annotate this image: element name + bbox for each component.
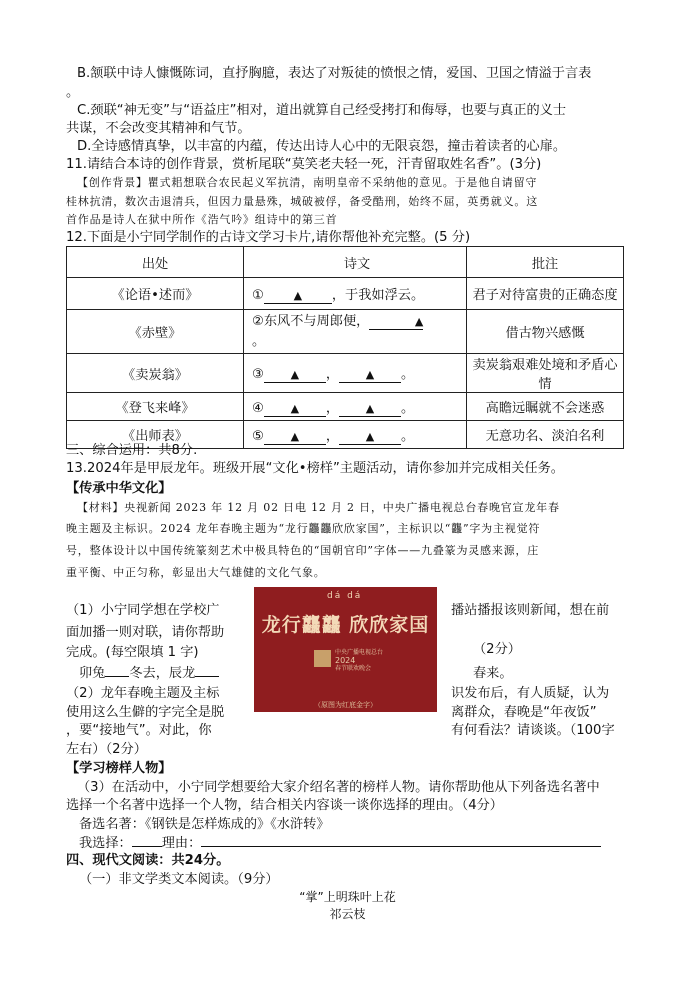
- row1-blank[interactable]: ▲: [264, 289, 332, 304]
- poster-logo-text: [335, 649, 395, 673]
- row5-sep: ，: [325, 428, 340, 444]
- p3-line1: （3）在活动中，小宁同学想要给大家介绍名著的榜样人物。请你帮助他从下列备选名著中: [77, 780, 600, 795]
- candidate-books: 备选名著：《钢铁是怎样炼成的》《水浒转》: [79, 817, 330, 832]
- row5-blank-b[interactable]: ▲: [339, 430, 401, 445]
- row4-num: ④: [252, 400, 264, 416]
- poster-logo-line3: 春节联欢晚会: [335, 665, 372, 672]
- option-b-line1: B.颔联中诗人慷慨陈词，直抒胸臆，表达了对叛徒的愤恨之情，爱国、卫国之情溢于言表: [77, 66, 592, 81]
- q11-question: 11.请结合本诗的创作背景，赏析尾联“莫笑老夫轻一死，汗青留取姓名香”。(3分): [66, 157, 542, 172]
- poster-credit: （原图为红底金字）: [314, 701, 377, 709]
- header-poem: 诗文: [244, 247, 467, 278]
- row3-source: 《卖炭翁》: [67, 354, 244, 393]
- q11-background-line2: 桂林抗清，数次击退清兵，但因力量悬殊，城破被俘，备受酷刑，始终不屈，英勇就义。这: [66, 195, 538, 208]
- couplet-line: [79, 664, 219, 684]
- q11-background-line3: 首作品是诗人在狱中所作《浩气吟》组诗中的第三首: [66, 213, 338, 226]
- row5-note: 无意功名、淡泊名利: [467, 421, 624, 449]
- row5-blank-a[interactable]: ▲: [264, 430, 326, 445]
- row1-after: ，于我如浮云。: [331, 287, 425, 303]
- row5-poem: [244, 421, 467, 449]
- seal-logo-icon: [314, 650, 331, 667]
- row1-num: ①: [252, 287, 264, 303]
- poster-logo-line2: 2024: [335, 656, 356, 665]
- reason-label: 理由：: [161, 836, 202, 851]
- option-b-line2: 。: [66, 85, 80, 100]
- couplet-part-a: 卯兔: [79, 666, 106, 681]
- section4-heading: 四、现代文阅读：共24分。: [66, 853, 230, 868]
- tag-role-model: 【学习榜样人物】: [66, 761, 172, 776]
- row3-num: ③: [252, 367, 264, 382]
- p1-right-line1: 播站播报该则新闻，想在前: [451, 603, 610, 618]
- section4-sub: （一）非文学类文本阅读。（9分）: [79, 872, 279, 887]
- row4-blank-b[interactable]: ▲: [339, 402, 401, 417]
- article-author: 祁云枝: [329, 907, 366, 921]
- row4-end: 。: [401, 400, 415, 416]
- row1-poem: [244, 278, 467, 310]
- study-card-table: [66, 246, 624, 449]
- row4-source: 《登飞来峰》: [67, 393, 244, 421]
- row3-note: 卖炭翁艰难处境和矛盾心情: [467, 354, 624, 393]
- p3-line2: 选择一个名著中选择一个人物，结合相关内容谈一谈你选择的理由。（4分）: [66, 798, 503, 813]
- row5-end: 。: [401, 428, 415, 444]
- poster-pinyin: dá dá: [327, 591, 363, 601]
- option-c-line1: C.颈联“神无变”与“语益庄”相对，道出就算自己经受拷打和侮辱，也要与真正的义士: [77, 103, 567, 118]
- header-note: 批注: [467, 247, 624, 278]
- row2-blank[interactable]: ▲: [369, 315, 423, 330]
- p2-left-line2: 使用这么生僻的字完全是脱: [66, 705, 225, 720]
- material-line2: 晚主题及主标识。2024 龙年春晚主题为“龙行龘龘欣欣家国”，主标识以“龘”字为主视觉符: [66, 522, 541, 535]
- row2-num: ②: [252, 313, 264, 329]
- section3-heading: 三、综合运用：共8分.: [66, 443, 198, 458]
- p1-left-line3: 完成。(每空限填 1 字): [66, 645, 199, 660]
- q13-question: 13.2024年是甲辰龙年。班级开展“文化•榜样”主题活动，请你参加并完成相关任务。: [66, 461, 564, 476]
- row4-poem: [244, 393, 467, 421]
- spring-gala-poster: [254, 587, 437, 712]
- p2-right-line1: 识发布后，有人质疑，认为: [451, 686, 610, 701]
- row3-blank-b[interactable]: ▲: [339, 368, 401, 383]
- row1-note: 君子对待富贵的正确态度: [467, 278, 624, 310]
- option-d-line1: D.全诗感情真挚，以丰富的内蕴，传达出诗人心中的无限哀怨，撞击着读者的心扉。: [77, 139, 567, 154]
- row2-tail: 。: [252, 333, 266, 349]
- table-row: [67, 354, 624, 393]
- p2-right-line2: 离群众，春晚是“年夜饭”: [451, 705, 597, 720]
- reason-blank[interactable]: [201, 846, 601, 847]
- row2-poem: [244, 310, 467, 354]
- header-source: 出处: [67, 247, 244, 278]
- option-c-line2: 共谋，不会改变其精神和气节。: [66, 121, 251, 136]
- table-row: [67, 278, 624, 310]
- q12-question: 12.下面是小宁同学制作的古诗文学习卡片,请你帮他补充完整。(5 分): [66, 230, 471, 245]
- row4-sep: ，: [325, 400, 340, 416]
- q11-background-line1: 【创作背景】瞿式耜想联合农民起义军抗清，南明皇帝不采纳他的意见。于是他自请留守: [77, 176, 538, 189]
- row5-source: 《出师表》: [67, 421, 244, 449]
- article-title: “掌”上明珠叶上花: [299, 890, 396, 904]
- row2-source: 《赤壁》: [67, 310, 244, 354]
- poster-slogan: 龙行龘龘 欣欣家国: [261, 614, 430, 636]
- tag-chinese-culture: 【传承中华文化】: [66, 481, 172, 496]
- row4-blank-a[interactable]: ▲: [264, 402, 326, 417]
- row1-source: 《论语•述而》: [67, 278, 244, 310]
- row2-pre: 东风不与周郎便，: [263, 313, 370, 329]
- p2-left-line3: ，要“接地气”。对此，你: [66, 723, 212, 738]
- material-line4: 重平衡、中正匀称，彰显出大气雄健的文化气象。: [66, 566, 326, 579]
- choose-blank[interactable]: [132, 846, 162, 847]
- poster-logo-line1: 中央广播电视总台: [335, 649, 384, 656]
- material-line1: 【材料】央视新闻 2023 年 12 月 02 日电 12 月 2 日，中央广播电视总台春晚官宣龙年春: [77, 501, 560, 514]
- p1-right-line2: （2分）: [473, 642, 521, 657]
- row3-blank-a[interactable]: ▲: [264, 368, 326, 383]
- couplet-blank-1[interactable]: [105, 676, 129, 677]
- couplet-blank-2[interactable]: [195, 676, 219, 677]
- material-line3: 号，整体设计以中国传统篆刻艺术中极具特色的“国朝官印”字体——九叠篆为灵感来源，庄: [66, 544, 540, 557]
- couplet-end: 春来。: [473, 666, 513, 681]
- p1-left-line2: 面加播一则对联，请你帮助: [66, 625, 225, 640]
- p2-left-line4: 左右）（2分）: [66, 742, 147, 757]
- table-header-row: [67, 247, 624, 278]
- p2-left-line1: （2）龙年春晚主题及主标: [66, 686, 220, 701]
- row3-end: 。: [401, 367, 415, 382]
- row3-sep: ，: [325, 367, 340, 382]
- row4-note: 高瞻远瞩就不会迷惑: [467, 393, 624, 421]
- table-row: [67, 393, 624, 421]
- p2-right-line3: 有何看法？请谈谈。（100字: [451, 723, 615, 738]
- couplet-part-b: 冬去，辰龙: [129, 666, 196, 681]
- choose-label: 我选择：: [79, 836, 132, 851]
- row2-note: 借古物兴感慨: [467, 310, 624, 354]
- row3-poem: [244, 354, 467, 393]
- row5-num: ⑤: [252, 428, 264, 444]
- p1-left-line1: （1）小宁同学想在学校广: [66, 603, 220, 618]
- table-row: [67, 310, 624, 354]
